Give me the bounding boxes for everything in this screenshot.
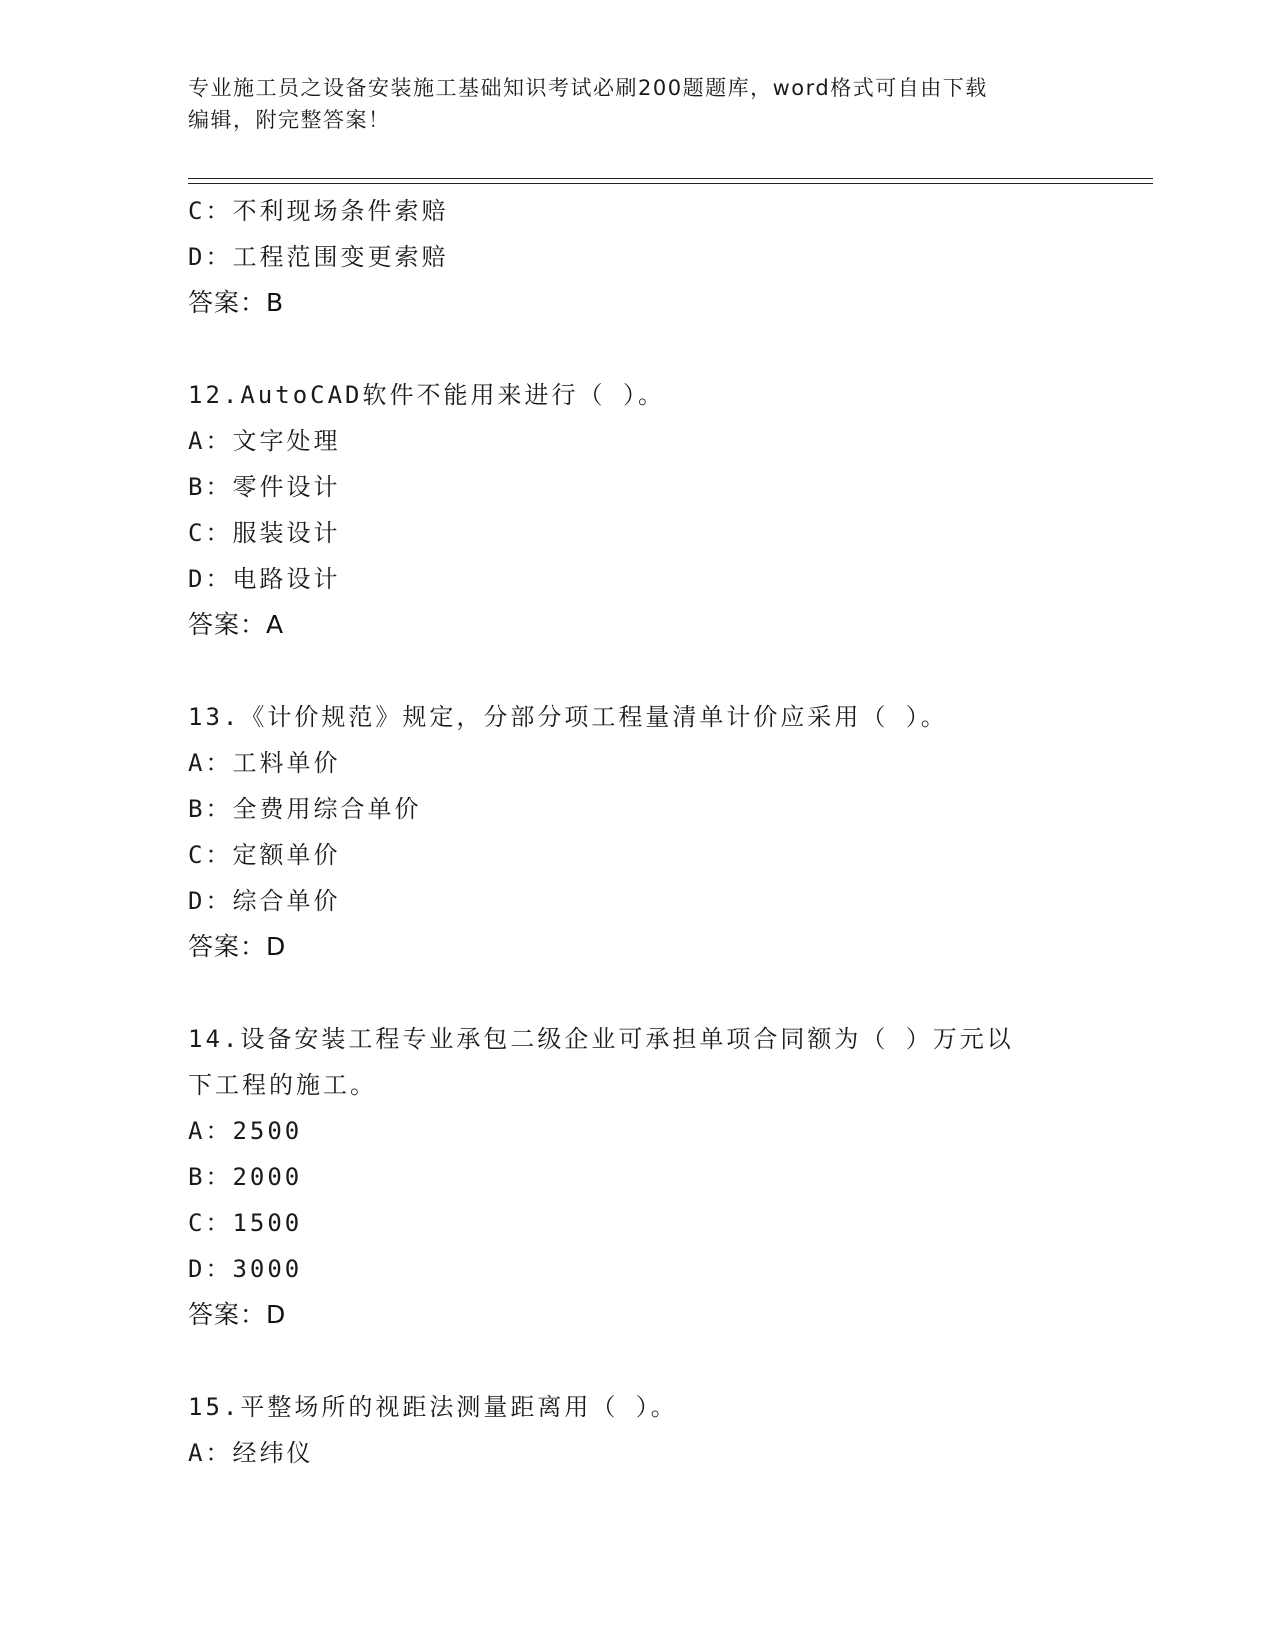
option-d: D：工程范围变更索赔 (188, 243, 449, 271)
option-d: D：电路设计 (188, 565, 341, 593)
header-divider-bottom (188, 183, 1153, 184)
question-stem: 15.平整场所的视距法测量距离用（ ）。 (188, 1393, 678, 1421)
answer-line: 答案：B (188, 288, 285, 317)
question-stem: 13.《计价规范》规定，分部分项工程量清单计价应采用（ ）。 (188, 703, 948, 731)
option-c: C：不利现场条件索赔 (188, 197, 449, 225)
question-stem-line-1: 14.设备安装工程专业承包二级企业可承担单项合同额为（ ）万元以 (188, 1025, 1014, 1053)
answer-line: 答案：D (188, 932, 287, 961)
header-title-line-2: 编辑，附完整答案！ (188, 108, 391, 132)
document-header (188, 72, 1068, 136)
question-11-tail (188, 188, 1088, 326)
option-b: B：2000 (188, 1163, 303, 1191)
option-b: B：全费用综合单价 (188, 795, 422, 823)
question-stem: 12.AutoCAD软件不能用来进行（ ）。 (188, 381, 665, 409)
question-15 (188, 1384, 1088, 1476)
option-c: C：定额单价 (188, 841, 341, 869)
question-spacer (188, 648, 1088, 694)
question-14 (188, 1016, 1088, 1338)
header-title-line-1: 专业施工员之设备安装施工基础知识考试必刷200题题库，word格式可自由下载 (188, 76, 988, 100)
question-list (188, 188, 1088, 1476)
option-c: C：1500 (188, 1209, 303, 1237)
question-12 (188, 372, 1088, 648)
header-divider-top (188, 178, 1153, 179)
question-spacer (188, 970, 1088, 1016)
question-stem-line-2: 下工程的施工。 (188, 1071, 377, 1099)
option-b: B：零件设计 (188, 473, 341, 501)
option-c: C：服装设计 (188, 519, 341, 547)
option-a: A：文字处理 (188, 427, 341, 455)
option-d: D：3000 (188, 1255, 303, 1283)
answer-line: 答案：D (188, 1300, 287, 1329)
question-spacer (188, 326, 1088, 372)
question-13 (188, 694, 1088, 970)
question-spacer (188, 1338, 1088, 1384)
answer-line: 答案：A (188, 610, 285, 639)
option-a: A：经纬仪 (188, 1439, 314, 1467)
option-d: D：综合单价 (188, 887, 341, 915)
option-a: A：2500 (188, 1117, 303, 1145)
option-a: A：工料单价 (188, 749, 341, 777)
